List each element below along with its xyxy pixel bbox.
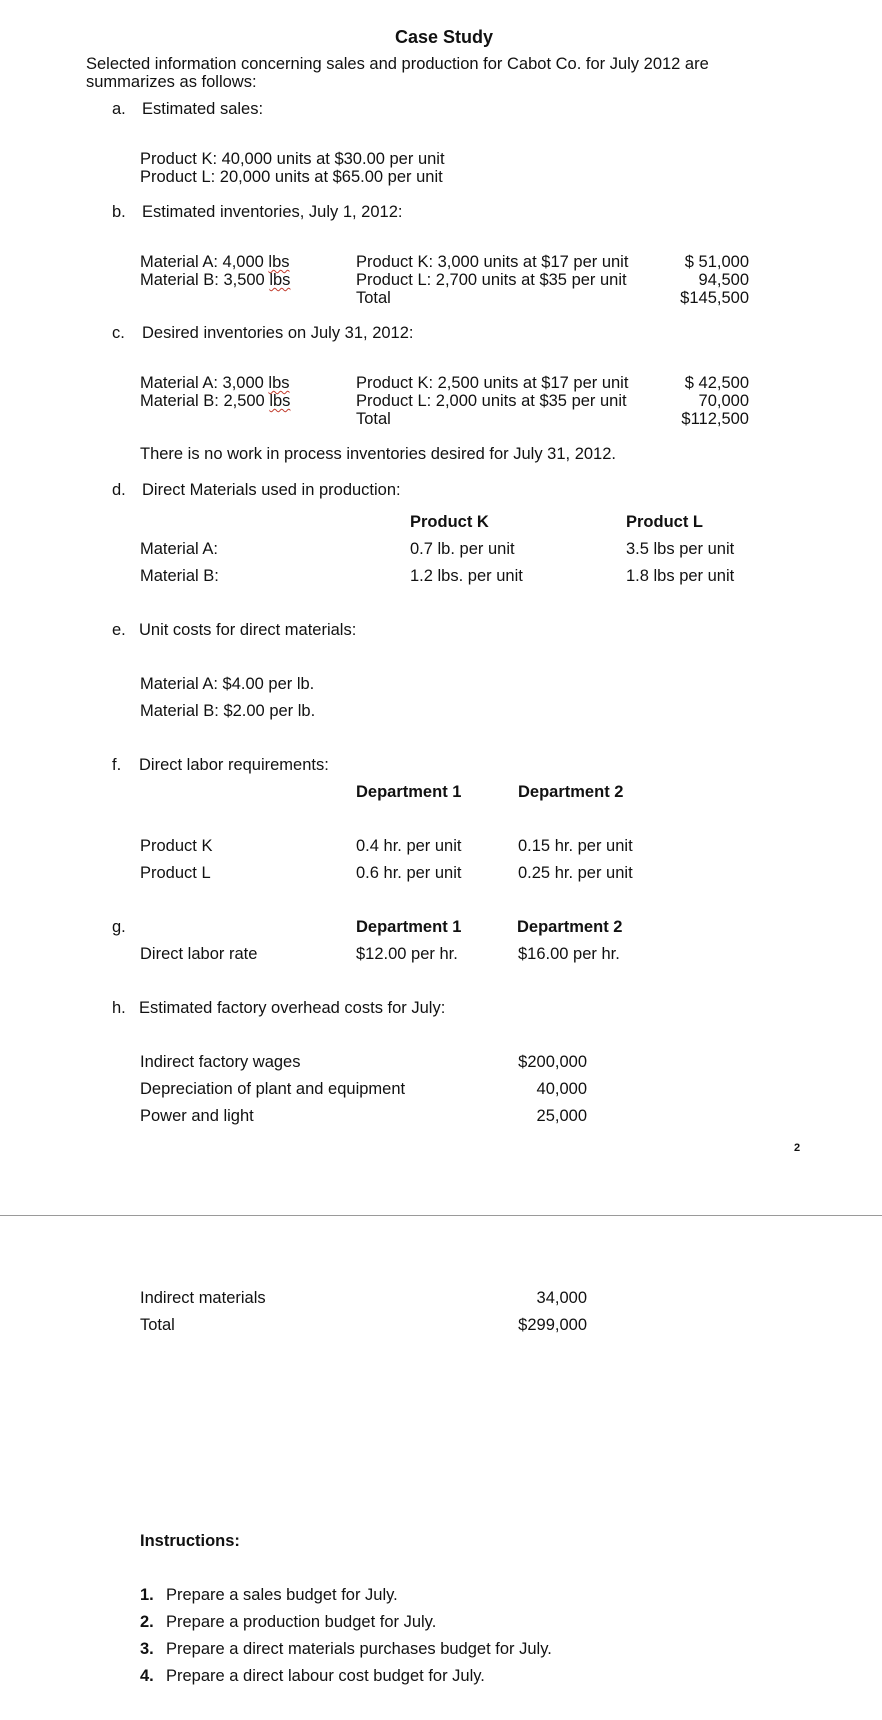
section-f-heading: Direct labor requirements: xyxy=(139,756,329,774)
h-row-depreciation-amount: 40,000 xyxy=(536,1080,587,1098)
section-c-heading: Desired inventories on July 31, 2012: xyxy=(142,324,414,342)
h-row-total-amount: $299,000 xyxy=(518,1316,587,1334)
instruction-num-1: 1. xyxy=(140,1586,154,1604)
page-break-divider xyxy=(0,1215,882,1216)
section-b-marker: b. xyxy=(112,203,126,221)
b-amount-l: 94,500 xyxy=(698,271,749,289)
section-d-heading: Direct Materials used in production: xyxy=(142,481,401,499)
spellcheck-underline-lbs: lbs xyxy=(268,253,290,271)
b-amount-k: $ 51,000 xyxy=(684,253,749,271)
h-row-depreciation-label: Depreciation of plant and equipment xyxy=(140,1080,406,1098)
g-labor-rate-label: Direct labor rate xyxy=(140,945,258,963)
page-title: Case Study xyxy=(395,27,494,47)
instruction-text-2: Prepare a production budget for July. xyxy=(166,1613,437,1631)
section-h-heading: Estimated factory overhead costs for July: xyxy=(139,999,446,1017)
instruction-text-1: Prepare a sales budget for July. xyxy=(166,1586,398,1604)
f-col-header-dept-1: Department 1 xyxy=(356,783,462,801)
section-d-marker: d. xyxy=(112,481,126,499)
g-col-header-dept-2: Department 2 xyxy=(517,918,623,936)
d-row-material-a-label: Material A: xyxy=(140,540,218,558)
sales-line-l: Product L: 20,000 units at $65.00 per unit xyxy=(140,168,443,186)
spellcheck-underline-lbs: lbs xyxy=(269,392,291,410)
col-header-product-l: Product L xyxy=(626,513,703,531)
f-row-product-k-label: Product K xyxy=(140,837,213,855)
h-row-indirect-materials-label: Indirect materials xyxy=(140,1289,266,1307)
instruction-num-4: 4. xyxy=(140,1667,154,1685)
section-e-heading: Unit costs for direct materials: xyxy=(139,621,357,639)
f-row-product-l-label: Product L xyxy=(140,864,211,882)
b-amount-total: $145,500 xyxy=(680,289,749,307)
spellcheck-underline-lbs: lbs xyxy=(268,374,290,392)
section-a-heading: Estimated sales: xyxy=(142,100,264,118)
c-product-k: Product K: 2,500 units at $17 per unit xyxy=(356,374,629,392)
wip-note: There is no work in process inventories desired for July 31, 2012. xyxy=(140,445,616,463)
h-row-power-label: Power and light xyxy=(140,1107,254,1125)
spellcheck-underline-lbs: lbs xyxy=(269,271,291,289)
c-amount-total: $112,500 xyxy=(681,410,749,428)
h-row-total-label: Total xyxy=(140,1316,175,1334)
h-row-indirect-wages-amount: $200,000 xyxy=(518,1053,587,1071)
b-product-k: Product K: 3,000 units at $17 per unit xyxy=(356,253,629,271)
section-f-marker: f. xyxy=(112,756,122,774)
f-row-product-k-d2: 0.15 hr. per unit xyxy=(518,837,633,855)
instruction-text-3: Prepare a direct materials purchases budget for July. xyxy=(166,1640,552,1658)
intro-line-2: summarizes as follows: xyxy=(86,73,257,91)
sales-line-k: Product K: 40,000 units at $30.00 per unit xyxy=(140,150,445,168)
c-total-label: Total xyxy=(356,410,391,428)
h-row-indirect-materials-amount: 34,000 xyxy=(536,1289,587,1307)
col-header-product-k: Product K xyxy=(410,513,489,531)
intro-line-1: Selected information concerning sales and production for Cabot Co. for July 2012 are xyxy=(86,55,709,73)
g-labor-rate-d1: $12.00 per hr. xyxy=(356,945,458,963)
c-material-b: Material B: 2,500 lbs xyxy=(140,392,291,410)
section-h-marker: h. xyxy=(112,999,126,1017)
d-row-material-a-k: 0.7 lb. per unit xyxy=(410,540,515,558)
d-row-material-b-label: Material B: xyxy=(140,567,219,585)
section-b-heading: Estimated inventories, July 1, 2012: xyxy=(142,203,403,221)
b-product-l: Product L: 2,700 units at $35 per unit xyxy=(356,271,627,289)
e-material-b-cost: Material B: $2.00 per lb. xyxy=(140,702,316,720)
f-row-product-l-d1: 0.6 hr. per unit xyxy=(356,864,462,882)
instruction-num-3: 3. xyxy=(140,1640,154,1658)
h-row-indirect-wages-label: Indirect factory wages xyxy=(140,1053,301,1071)
d-row-material-a-l: 3.5 lbs per unit xyxy=(626,540,735,558)
c-amount-l: 70,000 xyxy=(698,392,749,410)
f-row-product-l-d2: 0.25 hr. per unit xyxy=(518,864,633,882)
b-total-label: Total xyxy=(356,289,391,307)
f-col-header-dept-2: Department 2 xyxy=(518,783,624,801)
section-g-marker: g. xyxy=(112,918,126,936)
section-c-marker: c. xyxy=(112,324,125,342)
g-labor-rate-d2: $16.00 per hr. xyxy=(518,945,620,963)
section-a-marker: a. xyxy=(112,100,126,118)
page-number: 2 xyxy=(794,1142,801,1154)
b-material-b: Material B: 3,500 lbs xyxy=(140,271,291,289)
h-row-power-amount: 25,000 xyxy=(536,1107,587,1125)
d-row-material-b-l: 1.8 lbs per unit xyxy=(626,567,735,585)
d-row-material-b-k: 1.2 lbs. per unit xyxy=(410,567,523,585)
instruction-num-2: 2. xyxy=(140,1613,154,1631)
g-col-header-dept-1: Department 1 xyxy=(356,918,462,936)
c-material-a: Material A: 3,000 lbs xyxy=(140,374,290,392)
instructions-heading: Instructions: xyxy=(140,1532,240,1550)
f-row-product-k-d1: 0.4 hr. per unit xyxy=(356,837,462,855)
b-material-a: Material A: 4,000 lbs xyxy=(140,253,290,271)
instruction-text-4: Prepare a direct labour cost budget for July. xyxy=(166,1667,485,1685)
c-product-l: Product L: 2,000 units at $35 per unit xyxy=(356,392,627,410)
e-material-a-cost: Material A: $4.00 per lb. xyxy=(140,675,315,693)
c-amount-k: $ 42,500 xyxy=(684,374,749,392)
section-e-marker: e. xyxy=(112,621,126,639)
